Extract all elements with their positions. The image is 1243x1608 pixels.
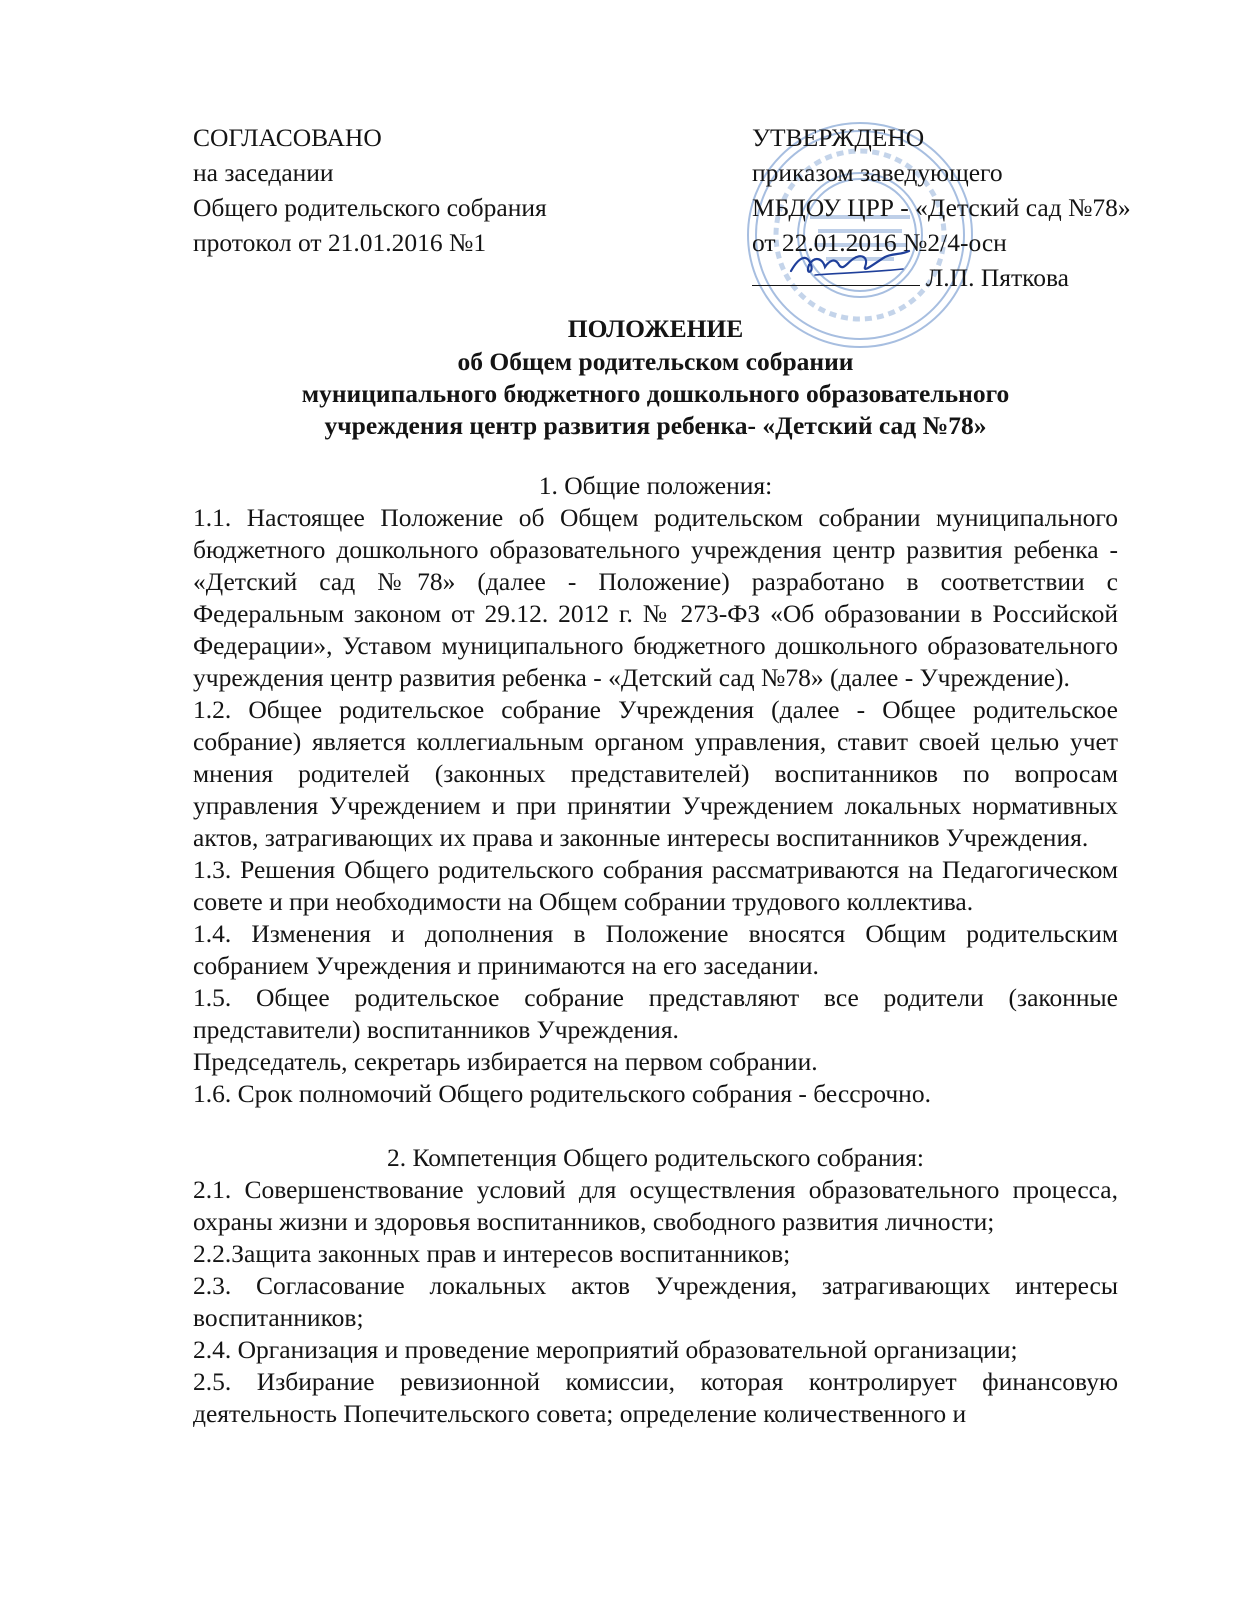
title-line-3: муниципального бюджетного дошкольного образовательного xyxy=(301,379,1010,408)
agreed-body-line: Общего родительского собрания xyxy=(193,193,547,222)
paragraph-2-1: 2.1. Совершенствование условий для осуществления образовательного процесса, охраны жизни и здоровья воспитанников, свободного развития личности; xyxy=(193,1175,1118,1236)
document-title xyxy=(193,312,1118,442)
agreed-heading: СОГЛАСОВАНО xyxy=(193,123,382,152)
approved-heading: УТВЕРЖДЕНО xyxy=(752,123,925,152)
approved-order-line: приказом заведующего xyxy=(752,158,1003,187)
agreed-protocol-line: протокол от 21.01.2016 №1 xyxy=(193,228,487,257)
paragraph-1-5-note: Председатель, секретарь избирается на первом собрании. xyxy=(193,1047,818,1076)
approved-date-line: от 22.01.2016 №2/4-осн xyxy=(752,228,1007,257)
paragraph-2-5: 2.5. Избирание ревизионной комиссии, которая контролирует финансовую деятельность Попечительского совета; определение количественного и xyxy=(193,1367,1118,1428)
handwritten-signature xyxy=(785,243,915,283)
agreed-meeting-line: на заседании xyxy=(193,158,334,187)
paragraph-1-6: 1.6. Срок полномочий Общего родительского собрания - бессрочно. xyxy=(193,1079,931,1108)
paragraph-1-5: 1.5. Общее родительское собрание представляют все родители (законные представители) воспитанников Учреждения. xyxy=(193,983,1118,1044)
section-1-heading: 1. Общие положения: xyxy=(538,471,773,500)
paragraph-1-2: 1.2. Общее родительское собрание Учреждения (далее - Общее родительское собрание) является коллегиальным органом управления, ставит своей целью учет мнения родителей (законных представителей) воспитанников по вопросам управления Учреждением и при принятии Учреждением локальных нормативных актов, затрагивающих их права и законные интересы воспитанников Учреждения. xyxy=(193,695,1118,852)
document-body xyxy=(193,470,1118,1430)
paragraph-2-3: 2.3. Согласование локальных актов Учреждения, затрагивающих интересы воспитанников; xyxy=(193,1271,1118,1332)
section-spacer xyxy=(193,1110,1118,1142)
signer-name: Л.П. Пяткова xyxy=(926,263,1069,292)
approved-org-line: МБДОУ ЦРР - «Детский сад №78» xyxy=(752,193,1131,222)
title-line-1: ПОЛОЖЕНИЕ xyxy=(567,314,744,343)
paragraph-1-1: 1.1. Настоящее Положение об Общем родительском собрании муниципального бюджетного дошкольного образовательного учреждения центр развития ребенка - «Детский сад №78» (далее - Положение) разработано в соответствии с Федеральным законом от 29.12. 2012 г. № 273-ФЗ «Об образовании в Российской Федерации», Уставом муниципального бюджетного дошкольного образовательного учреждения центр развития ребенка - «Детский сад №78» (далее - Учреждение). xyxy=(193,503,1118,692)
paragraph-1-3: 1.3. Решения Общего родительского собрания рассматриваются на Педагогическом совете и при необходимости на Общем собрании трудового коллектива. xyxy=(193,855,1118,916)
paragraph-1-4: 1.4. Изменения и дополнения в Положение вносятся Общим родительским собранием Учреждения и принимаются на его заседании. xyxy=(193,919,1118,980)
title-line-2: об Общем родительском собрании xyxy=(457,347,854,376)
paragraph-2-2: 2.2.Защита законных прав и интересов воспитанников; xyxy=(193,1239,791,1268)
paragraph-2-4: 2.4. Организация и проведение мероприятий образовательной организации; xyxy=(193,1335,1018,1364)
section-2-heading: 2. Компетенция Общего родительского собрания: xyxy=(387,1143,924,1172)
title-line-4: учреждения центр развития ребенка- «Детский сад №78» xyxy=(324,411,987,440)
approval-block-agreed xyxy=(193,120,547,260)
